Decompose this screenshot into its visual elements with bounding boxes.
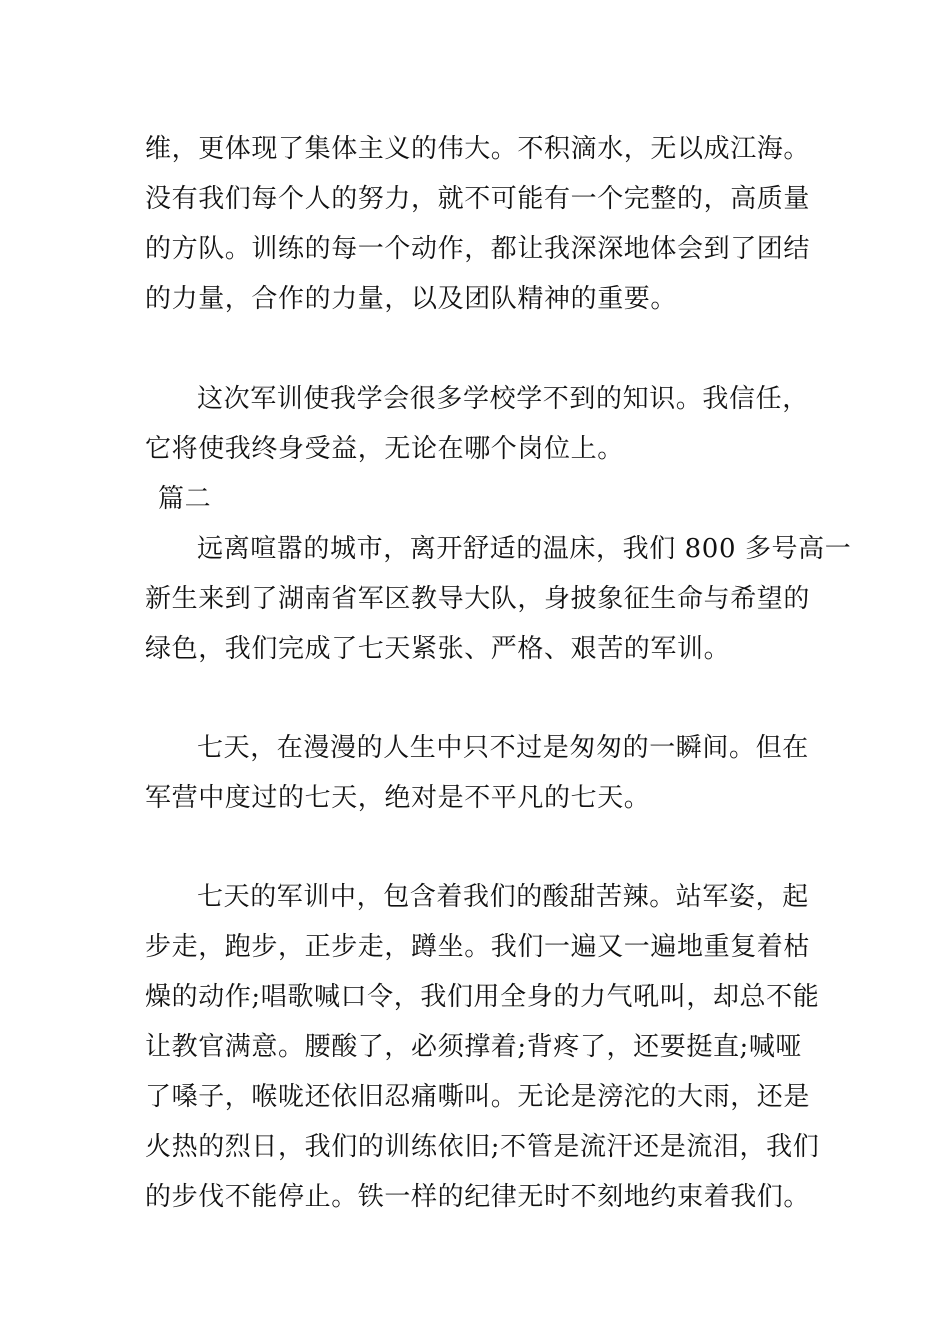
- paragraph-1-line-2: 没有我们每个人的努力，就不可能有一个完整的，高质量: [145, 184, 811, 214]
- paragraph-1-line-1: 维，更体现了集体主义的伟大。不积滴水，无以成江海。: [145, 134, 811, 164]
- paragraph-5-line-1: 七天的军训中，包含着我们的酸甜苦辣。站军姿，起: [197, 882, 809, 912]
- paragraph-5-line-7: 的步伐不能停止。铁一样的纪律无时不刻地约束着我们。: [145, 1182, 811, 1212]
- paragraph-2-line-1: 这次军训使我学会很多学校学不到的知识。我信任，: [197, 384, 809, 414]
- paragraph-3-line-1: 远离喧嚣的城市，离开舒适的温床，我们 800 多号高一: [197, 534, 852, 564]
- paragraph-5-line-6: 火热的烈日，我们的训练依旧;不管是流汗还是流泪，我们: [145, 1132, 820, 1162]
- paragraph-5-line-3: 燥的动作;唱歌喊口令，我们用全身的力气吼叫，却总不能: [145, 982, 820, 1012]
- paragraph-1-line-3: 的方队。训练的每一个动作，都让我深深地体会到了团结: [145, 234, 811, 264]
- paragraph-3-line-3: 绿色，我们完成了七天紧张、严格、艰苦的军训。: [145, 634, 731, 664]
- paragraph-2-line-2: 它将使我终身受益，无论在哪个岗位上。: [145, 434, 624, 464]
- paragraph-3-line-2: 新生来到了湖南省军区教导大队，身披象征生命与希望的: [145, 584, 811, 614]
- paragraph-5-line-4: 让教官满意。腰酸了，必须撑着;背疼了，还要挺直;喊哑: [145, 1032, 803, 1062]
- paragraph-1-line-4: 的力量，合作的力量，以及团队精神的重要。: [145, 284, 678, 314]
- paragraph-4-line-2: 军营中度过的七天，绝对是不平凡的七天。: [145, 783, 651, 813]
- section-heading: 篇二: [158, 484, 212, 514]
- paragraph-5-line-2: 步走，跑步，正步走，蹲坐。我们一遍又一遍地重复着枯: [145, 932, 811, 962]
- paragraph-4-line-1: 七天，在漫漫的人生中只不过是匆匆的一瞬间。但在: [197, 733, 809, 763]
- paragraph-5-line-5: 了嗓子，喉咙还依旧忍痛嘶叫。无论是滂沱的大雨，还是: [145, 1082, 811, 1112]
